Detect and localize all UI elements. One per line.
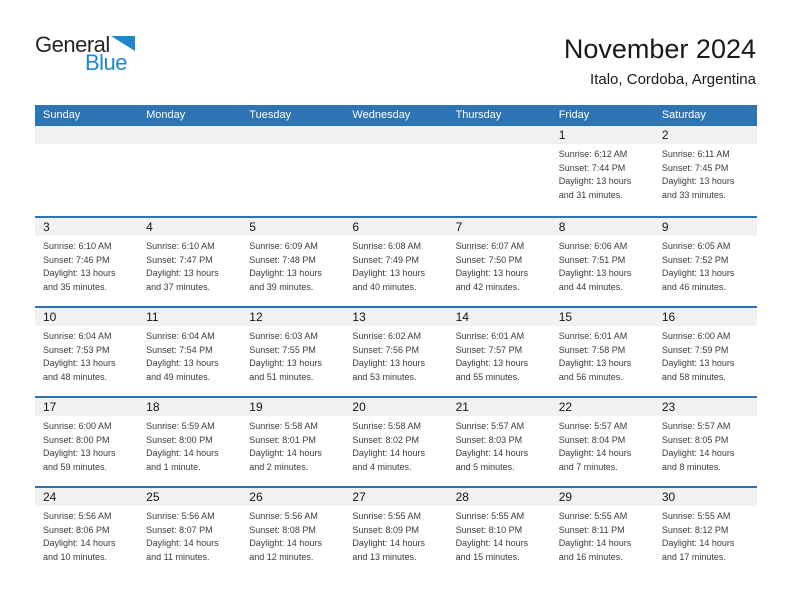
day-number: 23 (654, 398, 757, 416)
calendar-weeks (35, 126, 757, 576)
sunrise-text: Sunrise: 6:04 AM (146, 331, 215, 341)
weekday-label: Tuesday (249, 109, 292, 121)
sunrise-text: Sunrise: 6:01 AM (558, 331, 628, 341)
day-details (654, 326, 757, 384)
day-number: 26 (241, 488, 344, 506)
day-number: 12 (241, 308, 344, 326)
day-cell (138, 308, 241, 396)
day-details (551, 416, 654, 474)
day-cell (654, 218, 757, 306)
week-row (35, 126, 757, 216)
sunrise-text: Sunrise: 6:00 AM (43, 421, 112, 431)
sunrise-text: Sunrise: 6:09 AM (249, 241, 318, 251)
day-number: 22 (551, 398, 654, 416)
day-details (344, 236, 447, 294)
day-cell (241, 308, 344, 396)
day-details (551, 236, 654, 294)
sunset-text: Sunset: 7:47 PM (146, 254, 213, 265)
daylight-text: Daylight: 14 hours and 10 minutes. (43, 538, 116, 562)
sunset-text: Sunset: 8:10 PM (455, 524, 523, 535)
day-details (448, 326, 551, 384)
sunset-text: Sunset: 7:57 PM (455, 344, 523, 355)
weekday-label: Thursday (455, 109, 502, 121)
sunset-text: Sunset: 8:05 PM (661, 434, 729, 445)
sunset-text: Sunset: 7:50 PM (455, 254, 523, 265)
sunrise-text: Sunrise: 6:05 AM (661, 241, 731, 251)
sunset-text: Sunset: 7:55 PM (249, 344, 316, 355)
day-cell (35, 398, 138, 486)
sunset-text: Sunset: 7:45 PM (661, 162, 729, 173)
daylight-text: Daylight: 14 hours and 13 minutes. (352, 538, 425, 562)
daylight-text: Daylight: 14 hours and 12 minutes. (249, 538, 322, 562)
day-number: 7 (448, 218, 551, 236)
day-cell (35, 488, 138, 576)
weekday-label: Saturday (661, 109, 706, 121)
week-row (35, 396, 757, 486)
logo-text-general: General (35, 32, 110, 57)
day-details (344, 144, 447, 148)
day-cell (551, 308, 654, 396)
sunset-text: Sunset: 8:00 PM (146, 434, 213, 445)
sunrise-text: Sunrise: 6:01 AM (455, 331, 525, 341)
logo-text-blue: Blue (85, 50, 128, 75)
sunset-text: Sunset: 7:59 PM (661, 344, 729, 355)
sunset-text: Sunset: 7:49 PM (352, 254, 419, 265)
day-cell (448, 218, 551, 306)
page-header (35, 34, 756, 89)
day-number: 9 (654, 218, 757, 236)
title-block (564, 34, 756, 89)
sunset-text: Sunset: 7:46 PM (43, 254, 110, 265)
daylight-text: Daylight: 13 hours and 58 minutes. (661, 358, 735, 382)
sunset-text: Sunset: 8:00 PM (43, 434, 110, 445)
day-details (241, 326, 344, 384)
day-number: 27 (344, 488, 447, 506)
sunrise-text: Sunrise: 6:03 AM (249, 331, 318, 341)
day-cell (344, 218, 447, 306)
day-details (241, 144, 344, 148)
day-cell (551, 488, 654, 576)
day-number: 2 (654, 126, 757, 144)
day-details (344, 326, 447, 384)
sunset-text: Sunset: 8:06 PM (43, 524, 110, 535)
day-number: 25 (138, 488, 241, 506)
day-number (344, 126, 447, 144)
daylight-text: Daylight: 13 hours and 51 minutes. (249, 358, 322, 382)
day-cell (241, 218, 344, 306)
empty-day-cell (241, 126, 344, 216)
day-details (551, 506, 654, 564)
daylight-text: Daylight: 14 hours and 2 minutes. (249, 448, 322, 472)
daylight-text: Daylight: 13 hours and 37 minutes. (146, 268, 219, 292)
day-details (448, 506, 551, 564)
empty-day-cell (448, 126, 551, 216)
day-cell (654, 398, 757, 486)
daylight-text: Daylight: 13 hours and 42 minutes. (455, 268, 529, 292)
day-details (35, 416, 138, 474)
sunrise-text: Sunrise: 5:57 AM (661, 421, 731, 431)
day-cell (35, 308, 138, 396)
daylight-text: Daylight: 14 hours and 1 minute. (146, 448, 219, 472)
day-number: 24 (35, 488, 138, 506)
day-number (138, 126, 241, 144)
day-number: 13 (344, 308, 447, 326)
sunset-text: Sunset: 8:02 PM (352, 434, 419, 445)
daylight-text: Daylight: 14 hours and 4 minutes. (352, 448, 425, 472)
day-details (654, 416, 757, 474)
day-details (344, 506, 447, 564)
week-row (35, 486, 757, 576)
week-row (35, 216, 757, 306)
sunset-text: Sunset: 7:48 PM (249, 254, 316, 265)
sunrise-text: Sunrise: 5:57 AM (455, 421, 525, 431)
daylight-text: Daylight: 14 hours and 15 minutes. (455, 538, 529, 562)
daylight-text: Daylight: 13 hours and 55 minutes. (455, 358, 529, 382)
day-number: 15 (551, 308, 654, 326)
day-number: 1 (551, 126, 654, 144)
day-details (344, 416, 447, 474)
daylight-text: Daylight: 13 hours and 53 minutes. (352, 358, 425, 382)
daylight-text: Daylight: 13 hours and 33 minutes. (661, 176, 735, 200)
day-number: 3 (35, 218, 138, 236)
day-details (654, 236, 757, 294)
sunrise-text: Sunrise: 5:58 AM (249, 421, 318, 431)
empty-day-cell (35, 126, 138, 216)
day-cell (241, 398, 344, 486)
day-number (35, 126, 138, 144)
day-cell (448, 398, 551, 486)
sunset-text: Sunset: 8:08 PM (249, 524, 316, 535)
sunrise-text: Sunrise: 6:11 AM (661, 149, 730, 159)
day-details (241, 236, 344, 294)
day-details (138, 236, 241, 294)
day-number: 20 (344, 398, 447, 416)
day-cell (138, 218, 241, 306)
empty-day-cell (344, 126, 447, 216)
page-subtitle: Italo, Cordoba, Argentina (590, 71, 756, 88)
sunset-text: Sunset: 8:09 PM (352, 524, 419, 535)
day-details (138, 144, 241, 148)
day-details (35, 506, 138, 564)
sunrise-text: Sunrise: 5:56 AM (146, 511, 215, 521)
daylight-text: Daylight: 13 hours and 44 minutes. (558, 268, 632, 292)
day-details (448, 416, 551, 474)
weekday-label: Monday (146, 109, 186, 121)
sunrise-text: Sunrise: 6:06 AM (558, 241, 628, 251)
weekday-label: Friday (558, 109, 590, 121)
daylight-text: Daylight: 14 hours and 5 minutes. (455, 448, 529, 472)
page-title: November 2024 (563, 34, 756, 64)
day-details (551, 326, 654, 384)
sunset-text: Sunset: 7:52 PM (661, 254, 729, 265)
daylight-text: Daylight: 13 hours and 31 minutes. (558, 176, 632, 200)
day-details (241, 506, 344, 564)
day-cell (138, 398, 241, 486)
day-cell (138, 488, 241, 576)
day-details (138, 506, 241, 564)
calendar-table (35, 105, 757, 576)
sunset-text: Sunset: 8:01 PM (249, 434, 316, 445)
day-cell (448, 488, 551, 576)
sunset-text: Sunset: 7:53 PM (43, 344, 110, 355)
day-cell (241, 488, 344, 576)
daylight-text: Daylight: 13 hours and 35 minutes. (43, 268, 116, 292)
daylight-text: Daylight: 14 hours and 8 minutes. (661, 448, 735, 472)
sunrise-text: Sunrise: 6:08 AM (352, 241, 421, 251)
day-number (241, 126, 344, 144)
day-cell (551, 126, 654, 216)
day-cell (35, 218, 138, 306)
day-cell (448, 308, 551, 396)
day-details (654, 506, 757, 564)
sunrise-text: Sunrise: 6:00 AM (661, 331, 731, 341)
logo-triangle-icon (111, 36, 135, 51)
sunset-text: Sunset: 7:54 PM (146, 344, 213, 355)
daylight-text: Daylight: 13 hours and 59 minutes. (43, 448, 116, 472)
day-number: 5 (241, 218, 344, 236)
sunrise-text: Sunrise: 5:59 AM (146, 421, 215, 431)
day-details (654, 144, 757, 202)
sunrise-text: Sunrise: 5:55 AM (661, 511, 731, 521)
weekday-label: Wednesday (352, 109, 411, 121)
sunrise-text: Sunrise: 5:57 AM (558, 421, 628, 431)
day-details (551, 144, 654, 202)
day-cell (654, 308, 757, 396)
daylight-text: Daylight: 14 hours and 16 minutes. (558, 538, 632, 562)
sunset-text: Sunset: 8:03 PM (455, 434, 523, 445)
day-number (448, 126, 551, 144)
day-number: 4 (138, 218, 241, 236)
sunset-text: Sunset: 8:11 PM (558, 524, 625, 535)
daylight-text: Daylight: 14 hours and 17 minutes. (661, 538, 735, 562)
day-number: 14 (448, 308, 551, 326)
daylight-text: Daylight: 13 hours and 39 minutes. (249, 268, 322, 292)
sunrise-text: Sunrise: 6:12 AM (558, 149, 628, 159)
day-number: 30 (654, 488, 757, 506)
sunset-text: Sunset: 8:04 PM (558, 434, 626, 445)
day-number: 8 (551, 218, 654, 236)
day-cell (551, 218, 654, 306)
empty-day-cell (138, 126, 241, 216)
sunset-text: Sunset: 8:12 PM (661, 524, 729, 535)
sunrise-text: Sunrise: 6:04 AM (43, 331, 112, 341)
day-number: 21 (448, 398, 551, 416)
day-number: 16 (654, 308, 757, 326)
day-details (35, 236, 138, 294)
day-number: 29 (551, 488, 654, 506)
daylight-text: Daylight: 14 hours and 11 minutes. (146, 538, 219, 562)
week-row (35, 306, 757, 396)
sunset-text: Sunset: 7:56 PM (352, 344, 419, 355)
day-cell (654, 126, 757, 216)
sunset-text: Sunset: 8:07 PM (146, 524, 213, 535)
sunrise-text: Sunrise: 6:10 AM (43, 241, 112, 251)
day-details (138, 416, 241, 474)
sunset-text: Sunset: 7:51 PM (558, 254, 626, 265)
sunset-text: Sunset: 7:58 PM (558, 344, 626, 355)
day-number: 17 (35, 398, 138, 416)
day-number: 10 (35, 308, 138, 326)
daylight-text: Daylight: 13 hours and 40 minutes. (352, 268, 425, 292)
daylight-text: Daylight: 13 hours and 49 minutes. (146, 358, 219, 382)
day-cell (551, 398, 654, 486)
day-number: 28 (448, 488, 551, 506)
day-cell (344, 308, 447, 396)
daylight-text: Daylight: 13 hours and 46 minutes. (661, 268, 735, 292)
daylight-text: Daylight: 14 hours and 7 minutes. (558, 448, 632, 472)
day-details (448, 144, 551, 148)
day-details (138, 326, 241, 384)
daylight-text: Daylight: 13 hours and 48 minutes. (43, 358, 116, 382)
sunrise-text: Sunrise: 6:10 AM (146, 241, 215, 251)
sunrise-text: Sunrise: 5:56 AM (249, 511, 318, 521)
sunrise-text: Sunrise: 5:58 AM (352, 421, 421, 431)
sunrise-text: Sunrise: 5:55 AM (455, 511, 525, 521)
day-number: 6 (344, 218, 447, 236)
sunrise-text: Sunrise: 5:55 AM (352, 511, 421, 521)
weekday-header-row (35, 105, 757, 126)
day-number: 11 (138, 308, 241, 326)
day-cell (344, 488, 447, 576)
general-blue-logo (35, 34, 155, 80)
day-details (241, 416, 344, 474)
daylight-text: Daylight: 13 hours and 56 minutes. (558, 358, 632, 382)
sunrise-text: Sunrise: 6:02 AM (352, 331, 421, 341)
sunset-text: Sunset: 7:44 PM (558, 162, 626, 173)
day-cell (654, 488, 757, 576)
sunrise-text: Sunrise: 5:55 AM (558, 511, 628, 521)
day-details (448, 236, 551, 294)
day-number: 19 (241, 398, 344, 416)
weekday-label: Sunday (43, 109, 81, 121)
sunrise-text: Sunrise: 6:07 AM (455, 241, 525, 251)
day-number: 18 (138, 398, 241, 416)
sunrise-text: Sunrise: 5:56 AM (43, 511, 112, 521)
day-details (35, 326, 138, 384)
day-details (35, 144, 138, 148)
day-cell (344, 398, 447, 486)
